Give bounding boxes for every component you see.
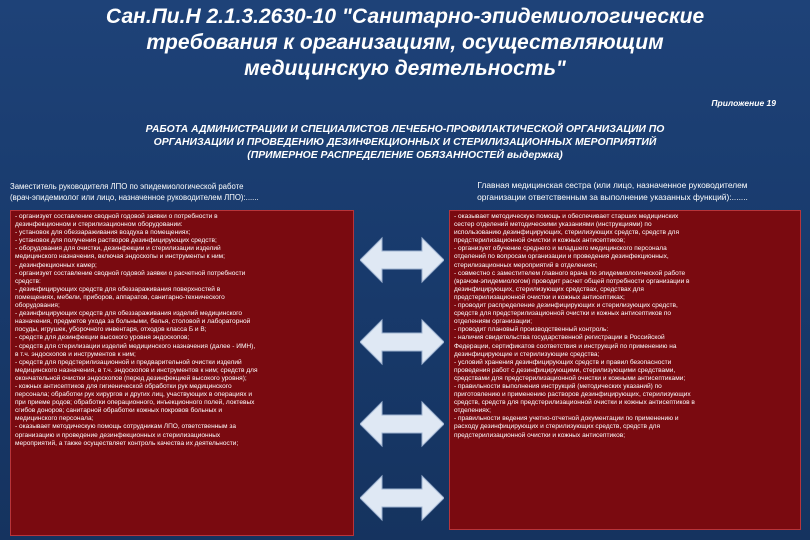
- head-nurse-duty-line: - правильности ведения учетно-отчетной документации по применению и: [454, 415, 679, 423]
- deputy-duty-line: персонала; обработки рук хирургов и других лиц, участвующих в операциях и: [15, 391, 252, 399]
- head-nurse-duty-line: - правильности выполнения инструкций (методических указаний) по: [454, 382, 662, 390]
- double-arrow-icon: [360, 402, 444, 446]
- deputy-duty-line: назначения, предметов ухода за больными, белья, столовой и лабораторной: [15, 318, 251, 326]
- deputy-duty-line: оборудования;: [15, 302, 60, 310]
- deputy-duty-line: окончательной очистки эндоскопов (перед дезинфекцией высокого уровня);: [15, 374, 247, 382]
- title-line-2: требования к организациям, осуществляющим: [146, 31, 664, 54]
- deputy-duty-line: - средств для дезинфекции высокого уровня эндоскопов;: [15, 334, 190, 342]
- deputy-heading-line-1: Заместитель руководителя ЛПО по эпидемиологической работе: [10, 182, 244, 191]
- head-nurse-duty-line: - условий хранения дезинфицирующих средств и правил безопасности: [454, 358, 672, 366]
- deputy-duty-line: помещениях, мебели, приборов, аппаратов, санитарно-технического: [15, 293, 225, 301]
- deputy-duty-line: медицинского назначения, в т.ч. эндоскопов и инструментов к ним; средств для: [15, 366, 258, 374]
- double-arrow-icon: [360, 238, 444, 282]
- head-nurse-duty-line: - наличия свидетельства государственной регистрации в Российской: [454, 334, 665, 342]
- head-nurse-heading: [420, 180, 805, 203]
- head-nurse-duty-line: предстерилизационной очистки и кожных антисептиках;: [454, 293, 625, 301]
- subtitle-line-2: ОРГАНИЗАЦИИ И ПРОВЕДЕНИЮ ДЕЗИНФЕКЦИОННЫХ И СТЕРИЛИЗАЦИОННЫХ МЕРОПРИЯТИЙ: [153, 137, 657, 148]
- page-title: [12, 4, 798, 82]
- subtitle-line-3: (ПРИМЕРНОЕ РАСПРЕДЕЛЕНИЕ ОБЯЗАННОСТЕЙ выдержка): [247, 150, 563, 161]
- deputy-duty-line: организацию и проведение дезинфекционных и стерилизационных: [15, 431, 221, 439]
- deputy-duty-line: медицинского назначения, включая эндоскопы и инструменты к ним;: [15, 253, 225, 261]
- head-nurse-duty-line: использованию дезинфицирующих, стерилизующих средств, средств для: [454, 229, 680, 237]
- double-arrow-icon: [360, 476, 444, 520]
- deputy-duty-line: - дезинфицирующих средств для обеззараживания поверхностей в: [15, 285, 221, 293]
- deputy-duty-line: - средств для предстерилизационной и предварительной очистки изделий: [15, 358, 242, 366]
- appendix-label: Приложение 19: [711, 98, 776, 108]
- head-nurse-duties-panel: [449, 210, 801, 530]
- deputy-duty-line: дезинфекционном и стерилизационном оборудовании:: [15, 221, 183, 229]
- head-nurse-duty-line: - проводит плановый производственный контроль:: [454, 326, 609, 334]
- deputy-duty-line: средств:: [15, 277, 41, 285]
- deputy-duty-line: - оборудования для очистки, дезинфекции и стерилизации изделий: [15, 245, 221, 253]
- head-nurse-duty-line: - совместно с заместителем главного врача по эпидемиологической работе: [454, 269, 686, 277]
- head-nurse-duty-line: (врачом-эпидемиологом) проводит расчет общей потребности организации в: [454, 277, 690, 285]
- title-line-3: медицинскую деятельность": [244, 57, 566, 80]
- head-nurse-duty-line: средств для предстерилизационной очистки и кожных антисептиков по: [454, 310, 672, 318]
- head-nurse-duty-line: приготовлению и применению растворов дезинфицирующих, стерилизующих: [454, 391, 691, 399]
- head-nurse-duty-line: проведения работ с дезинфицирующими, стерилизующими средствами,: [454, 366, 676, 374]
- deputy-duty-line: - дезинфицирующих средств для обеззараживания изделий медицинского: [15, 310, 243, 318]
- deputy-duty-line: медицинского персонала;: [15, 415, 94, 423]
- head-nurse-duty-line: дезинфицирующих, стерилизующих средствах, средствах для: [454, 285, 644, 293]
- head-nurse-duty-line: отделениях;: [454, 407, 491, 415]
- head-nurse-duty-line: предстерилизационной очистки и кожных антисептиков;: [454, 431, 626, 439]
- deputy-duty-line: - установок для получения растворов дезинфицирующих средств;: [15, 237, 217, 245]
- deputy-heading: [10, 182, 360, 203]
- head-nurse-duty-line: отделений по вопросам организации и проведения дезинфекционных,: [454, 253, 669, 261]
- head-nurse-duty-line: средствами для предстерилизационной очистки и кожными антисептиками;: [454, 374, 686, 382]
- deputy-duty-line: - организует составление сводной годовой заявки о потребности в: [15, 213, 218, 220]
- head-nurse-heading-line-2: организации ответственным за выполнение указанных функций):.......: [477, 191, 748, 202]
- deputy-duty-line: - дезинфекционных камер;: [15, 261, 97, 269]
- head-nurse-duty-line: предстерилизационной очистки и кожных антисептиков;: [454, 237, 626, 245]
- head-nurse-duty-line: стерилизационных мероприятий в отделениях;: [454, 261, 598, 269]
- deputy-duty-line: мероприятий, а также осуществляет контроль качества их деятельности;: [15, 439, 239, 447]
- deputy-duty-line: сгибов доноров; санитарной обработки кожных покровов больных и: [15, 407, 223, 415]
- deputy-duty-line: - организует составление сводной годовой заявки о расчетной потребности: [15, 269, 246, 277]
- deputy-duty-line: - установок для обеззараживания воздуха в помещениях;: [15, 229, 191, 237]
- head-nurse-duty-line: - организует обучение среднего и младшего медицинского персонала: [454, 245, 667, 253]
- section-subtitle: [20, 123, 790, 162]
- head-nurse-heading-line-1: Главная медицинская сестра (или лицо, назначенное руководителем: [477, 180, 748, 190]
- head-nurse-duty-line: - оказывает методическую помощь и обеспечивает старших медицинских: [454, 213, 679, 220]
- head-nurse-duty-line: сестер отделений методическими указаниями (инструкциями) по: [454, 221, 652, 229]
- deputy-duty-line: - оказывает методическую помощь сотрудникам ЛПО, ответственным за: [15, 423, 236, 431]
- head-nurse-duty-line: средств, средств для предстерилизационной очистки и кожных антисептиков в: [454, 399, 695, 407]
- head-nurse-duty-line: дезинфицирующие и стерилизующие средства;: [454, 350, 600, 358]
- double-arrow-icon: [360, 320, 444, 364]
- subtitle-line-1: РАБОТА АДМИНИСТРАЦИИ И СПЕЦИАЛИСТОВ ЛЕЧЕБНО-ПРОФИЛАКТИЧЕСКОЙ ОРГАНИЗАЦИИ ПО: [145, 124, 665, 135]
- deputy-duty-line: посуды, игрушек, уборочного инвентаря, отходов класса Б и В;: [15, 326, 207, 334]
- deputy-heading-line-2: (врач-эпидемиолог или лицо, назначенное руководителем ЛПО):......: [10, 192, 259, 202]
- head-nurse-duty-line: отделениям организации;: [454, 318, 533, 326]
- head-nurse-duty-line: расходу дезинфицирующих и стерилизующих средств, средств для: [454, 423, 661, 431]
- head-nurse-duty-line: Федерации, сертификатов соответствия и инструкций по применению на: [454, 342, 677, 350]
- double-arrows-graphic: [360, 232, 444, 532]
- deputy-duties-panel: [10, 210, 354, 536]
- deputy-duty-line: - средств для стерилизации изделий медицинского назначения (далее - ИМН),: [15, 342, 256, 350]
- deputy-duty-line: - кожных антисептиков для гигиенической обработки рук медицинского: [15, 382, 232, 390]
- deputy-duty-line: при приеме родов; обработки операционного, инъекционного полей, локтевых: [15, 399, 255, 407]
- head-nurse-duty-line: - проводит распределение дезинфицирующих и стерилизующих средств,: [454, 302, 678, 310]
- deputy-duty-line: в т.ч. эндоскопов и инструментов к ним;: [15, 350, 136, 358]
- title-line-1: Сан.Пи.Н 2.1.3.2630-10 "Санитарно-эпидемиологические: [105, 5, 705, 28]
